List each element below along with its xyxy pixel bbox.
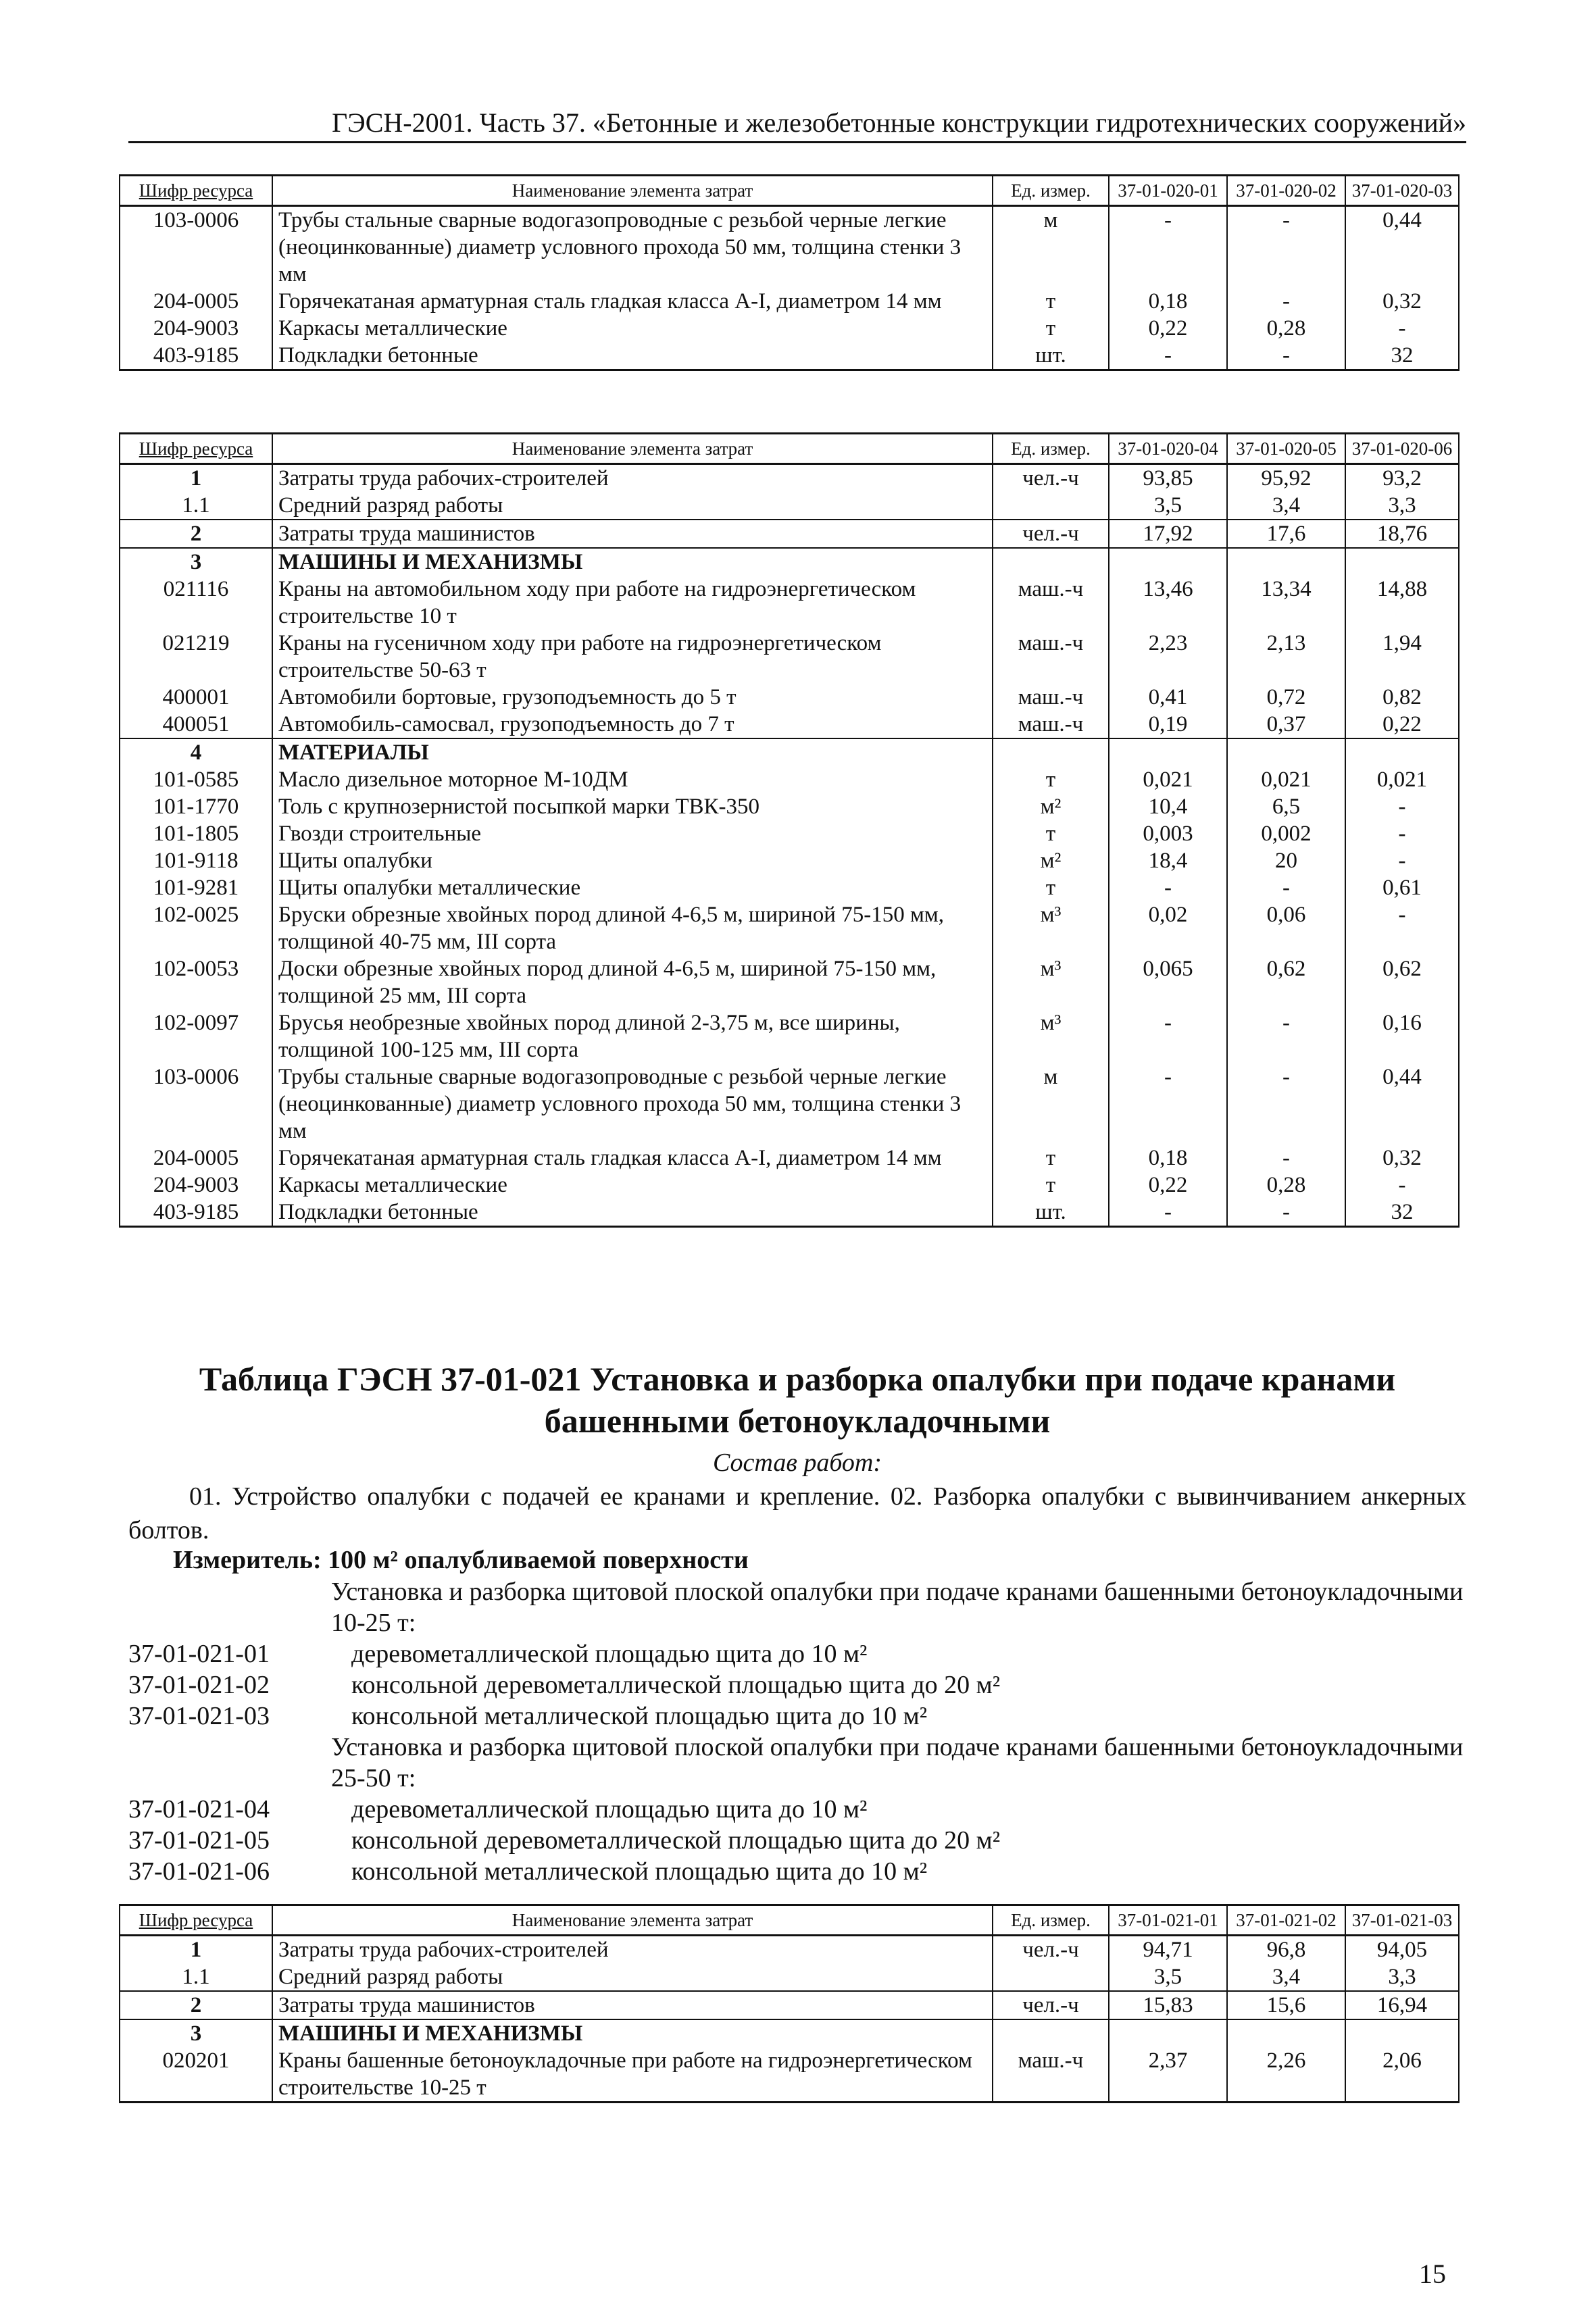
cell-value-1: 0,22 bbox=[1109, 1172, 1227, 1199]
cell-value-2: 20 bbox=[1227, 847, 1345, 874]
cell-code: 204-9003 bbox=[120, 1172, 272, 1199]
cell-value-3: 0,32 bbox=[1345, 1145, 1459, 1172]
cell-name: Щиты опалубки металлические bbox=[272, 874, 993, 901]
cell-name: МАТЕРИАЛЫ bbox=[272, 738, 993, 766]
cell-value-3: - bbox=[1345, 847, 1459, 874]
table-row bbox=[120, 206, 1459, 288]
measure-unit: Измеритель: 100 м² опалубливаемой поверхности bbox=[173, 1546, 749, 1574]
cell-name: Затраты труда машинистов bbox=[272, 520, 993, 548]
cell-value-2: 0,021 bbox=[1227, 766, 1345, 793]
cell-value-3: 18,76 bbox=[1345, 520, 1459, 548]
cell-value-2: - bbox=[1227, 288, 1345, 315]
code-row: 37-01-021-03 консольной металлической площадью щита до 10 м² bbox=[128, 1702, 928, 1730]
header-col-1: 37-01-020-04 bbox=[1109, 434, 1227, 464]
cell-value-2 bbox=[1227, 2019, 1345, 2047]
table-header-row bbox=[120, 176, 1459, 206]
cell-unit: м³ bbox=[993, 955, 1109, 1009]
cell-name: МАШИНЫ И МЕХАНИЗМЫ bbox=[272, 2019, 993, 2047]
cell-code: 102-0053 bbox=[120, 955, 272, 1009]
header-col-2: 37-01-021-02 bbox=[1227, 1905, 1345, 1936]
code-row: 37-01-021-02 консольной деревометаллической площадью щита до 20 м² bbox=[128, 1671, 1001, 1699]
cell-code: 403-9185 bbox=[120, 342, 272, 370]
table-row bbox=[120, 1963, 1459, 1991]
cell-value-1: 2,23 bbox=[1109, 630, 1227, 684]
table-row bbox=[120, 793, 1459, 820]
header-unit: Ед. измер. bbox=[993, 434, 1109, 464]
header-col-3: 37-01-021-03 bbox=[1345, 1905, 1459, 1936]
header-col-1: 37-01-020-01 bbox=[1109, 176, 1227, 206]
cell-name: Толь с крупнозернистой посыпкой марки ТВК-350 bbox=[272, 793, 993, 820]
cell-value-3: - bbox=[1345, 1172, 1459, 1199]
code-row: 37-01-021-01 деревометаллической площадью щита до 10 м² bbox=[128, 1640, 868, 1668]
cell-value-3: 94,05 bbox=[1345, 1936, 1459, 1964]
table-row bbox=[120, 548, 1459, 576]
cell-unit: т bbox=[993, 288, 1109, 315]
table-row bbox=[120, 1063, 1459, 1145]
cell-value-3: - bbox=[1345, 901, 1459, 955]
cell-code: 3 bbox=[120, 548, 272, 576]
cell-value-3: 0,16 bbox=[1345, 1009, 1459, 1063]
cell-value-1: 15,83 bbox=[1109, 1991, 1227, 2019]
header-col-3: 37-01-020-03 bbox=[1345, 176, 1459, 206]
cell-value-1: 93,85 bbox=[1109, 464, 1227, 493]
header-col-2: 37-01-020-02 bbox=[1227, 176, 1345, 206]
cell-name: Горячекатаная арматурная сталь гладкая класса А-I, диаметром 14 мм bbox=[272, 1145, 993, 1172]
table-row bbox=[120, 520, 1459, 548]
cell-code: 101-1805 bbox=[120, 820, 272, 847]
table-row bbox=[120, 315, 1459, 342]
header-name: Наименование элемента затрат bbox=[272, 176, 993, 206]
cell-value-2: - bbox=[1227, 342, 1345, 370]
table-row bbox=[120, 901, 1459, 955]
cell-value-3: 93,2 bbox=[1345, 464, 1459, 493]
cell-value-3: 2,06 bbox=[1345, 2047, 1459, 2103]
table-row bbox=[120, 1145, 1459, 1172]
group-intro: Установка и разборка щитовой плоской опалубки при подаче кранами башенными бетоноукладочными 10-25 т: bbox=[331, 1578, 1464, 1637]
cell-code: 103-0006 bbox=[120, 1063, 272, 1145]
cell-code: 102-0097 bbox=[120, 1009, 272, 1063]
cell-value-2: 15,6 bbox=[1227, 1991, 1345, 2019]
cell-unit bbox=[993, 738, 1109, 766]
cell-code: 1 bbox=[120, 464, 272, 493]
cell-name: Каркасы металлические bbox=[272, 315, 993, 342]
page-number: 15 bbox=[1419, 2259, 1446, 2289]
cell-value-1: 2,37 bbox=[1109, 2047, 1227, 2103]
table-row bbox=[120, 492, 1459, 520]
cell-value-3 bbox=[1345, 2019, 1459, 2047]
table-row bbox=[120, 630, 1459, 684]
cell-value-2: 3,4 bbox=[1227, 492, 1345, 520]
cell-value-1: 94,71 bbox=[1109, 1936, 1227, 1964]
cell-unit: м³ bbox=[993, 901, 1109, 955]
cell-unit bbox=[993, 1963, 1109, 1991]
header-code: Шифр ресурса bbox=[120, 176, 272, 206]
cell-value-2: 0,72 bbox=[1227, 684, 1345, 711]
cell-value-3: 0,32 bbox=[1345, 288, 1459, 315]
cell-code: 101-9281 bbox=[120, 874, 272, 901]
cell-value-3: 3,3 bbox=[1345, 492, 1459, 520]
cell-code: 103-0006 bbox=[120, 206, 272, 288]
cell-value-2 bbox=[1227, 548, 1345, 576]
cell-name: Автомобили бортовые, грузоподъемность до 5 т bbox=[272, 684, 993, 711]
cell-name: Затраты труда машинистов bbox=[272, 1991, 993, 2019]
cell-code: 101-1770 bbox=[120, 793, 272, 820]
cell-unit: т bbox=[993, 315, 1109, 342]
cell-code: 400051 bbox=[120, 711, 272, 738]
cell-unit: м bbox=[993, 206, 1109, 288]
cell-name: Краны башенные бетоноукладочные при работе на гидроэнергетическом строительстве 10-25 т bbox=[272, 2047, 993, 2103]
cell-code: 2 bbox=[120, 520, 272, 548]
cell-unit: м² bbox=[993, 793, 1109, 820]
cell-value-3 bbox=[1345, 548, 1459, 576]
cell-name: Краны на автомобильном ходу при работе на гидроэнергетическом строительстве 10 т bbox=[272, 576, 993, 630]
cell-name: Щиты опалубки bbox=[272, 847, 993, 874]
cell-value-3: 32 bbox=[1345, 342, 1459, 370]
cell-value-1: 0,18 bbox=[1109, 1145, 1227, 1172]
cell-name: Горячекатаная арматурная сталь гладкая класса А-I, диаметром 14 мм bbox=[272, 288, 993, 315]
cell-unit bbox=[993, 492, 1109, 520]
cell-unit: м³ bbox=[993, 1009, 1109, 1063]
cell-value-1: - bbox=[1109, 1199, 1227, 1227]
cell-value-3: 0,44 bbox=[1345, 1063, 1459, 1145]
cell-value-2: - bbox=[1227, 1145, 1345, 1172]
cell-unit: т bbox=[993, 874, 1109, 901]
cell-code: 403-9185 bbox=[120, 1199, 272, 1227]
cell-value-1: 0,22 bbox=[1109, 315, 1227, 342]
table-row bbox=[120, 2019, 1459, 2047]
cost-table-020-04-06 bbox=[119, 432, 1460, 1228]
cell-value-3: 0,61 bbox=[1345, 874, 1459, 901]
cell-code: 101-9118 bbox=[120, 847, 272, 874]
code-row: 37-01-021-04 деревометаллической площадью щита до 10 м² bbox=[128, 1795, 868, 1823]
cost-table-020-01-03 bbox=[119, 174, 1460, 371]
cell-code: 021116 bbox=[120, 576, 272, 630]
table-row bbox=[120, 2047, 1459, 2103]
cell-unit: чел.-ч bbox=[993, 520, 1109, 548]
cell-unit: шт. bbox=[993, 1199, 1109, 1227]
cell-unit: маш.-ч bbox=[993, 576, 1109, 630]
cell-value-3: 0,22 bbox=[1345, 711, 1459, 738]
table-row bbox=[120, 874, 1459, 901]
cell-value-2: 96,8 bbox=[1227, 1936, 1345, 1964]
code-row: 37-01-021-06 консольной металлической площадью щита до 10 м² bbox=[128, 1857, 928, 1886]
cell-name: МАШИНЫ И МЕХАНИЗМЫ bbox=[272, 548, 993, 576]
cell-value-2: 0,28 bbox=[1227, 315, 1345, 342]
cell-value-3: - bbox=[1345, 793, 1459, 820]
cell-unit bbox=[993, 548, 1109, 576]
cell-unit: чел.-ч bbox=[993, 464, 1109, 493]
cell-value-3: 32 bbox=[1345, 1199, 1459, 1227]
table-row bbox=[120, 738, 1459, 766]
cell-unit: т bbox=[993, 820, 1109, 847]
composition-text: 01. Устройство опалубки с подачей ее кранами и крепление. 02. Разборка опалубки с вывинчиванием анкерных болтов. bbox=[128, 1482, 1466, 1544]
table-row bbox=[120, 955, 1459, 1009]
cell-value-1: - bbox=[1109, 206, 1227, 288]
table-row bbox=[120, 1936, 1459, 1964]
cell-name: Краны на гусеничном ходу при работе на гидроэнергетическом строительстве 50-63 т bbox=[272, 630, 993, 684]
cell-value-2: 95,92 bbox=[1227, 464, 1345, 493]
header-name: Наименование элемента затрат bbox=[272, 1905, 993, 1936]
cell-value-2: - bbox=[1227, 1063, 1345, 1145]
cell-value-1: 0,003 bbox=[1109, 820, 1227, 847]
table-header-row bbox=[120, 434, 1459, 464]
cell-name: Автомобиль-самосвал, грузоподъемность до 7 т bbox=[272, 711, 993, 738]
cell-name: Подкладки бетонные bbox=[272, 1199, 993, 1227]
cell-value-3: - bbox=[1345, 820, 1459, 847]
cell-value-2: 6,5 bbox=[1227, 793, 1345, 820]
cell-unit: т bbox=[993, 766, 1109, 793]
code-row: 37-01-021-05 консольной деревометаллической площадью щита до 20 м² bbox=[128, 1826, 1001, 1855]
cell-code: 204-0005 bbox=[120, 1145, 272, 1172]
cell-unit: маш.-ч bbox=[993, 630, 1109, 684]
cell-value-2: - bbox=[1227, 1009, 1345, 1063]
cell-value-2: 0,06 bbox=[1227, 901, 1345, 955]
cell-value-1: 0,02 bbox=[1109, 901, 1227, 955]
cell-unit: чел.-ч bbox=[993, 1936, 1109, 1964]
cell-name: Бруски обрезные хвойных пород длиной 4-6,5 м, шириной 75-150 мм, толщиной 40-75 мм, III сорта bbox=[272, 901, 993, 955]
cell-value-2: 2,13 bbox=[1227, 630, 1345, 684]
cell-value-1 bbox=[1109, 738, 1227, 766]
cell-unit: маш.-ч bbox=[993, 711, 1109, 738]
cell-value-2 bbox=[1227, 738, 1345, 766]
cell-name: Трубы стальные сварные водогазопроводные с резьбой черные легкие (неоцинкованные) диаметр условного прохода 50 мм, толщина стенки 3 мм bbox=[272, 1063, 993, 1145]
cell-value-1: 17,92 bbox=[1109, 520, 1227, 548]
cell-name: Затраты труда рабочих-строителей bbox=[272, 464, 993, 493]
table-row bbox=[120, 576, 1459, 630]
cell-code: 020201 bbox=[120, 2047, 272, 2103]
cell-unit: м bbox=[993, 1063, 1109, 1145]
cell-value-1: - bbox=[1109, 874, 1227, 901]
table-row bbox=[120, 820, 1459, 847]
cell-code: 2 bbox=[120, 1991, 272, 2019]
header-unit: Ед. измер. bbox=[993, 176, 1109, 206]
cell-value-1: - bbox=[1109, 1063, 1227, 1145]
cell-value-3: 1,94 bbox=[1345, 630, 1459, 684]
code-list-group-1 bbox=[128, 1576, 1466, 1732]
cell-name: Масло дизельное моторное М-10ДМ bbox=[272, 766, 993, 793]
cell-unit: маш.-ч bbox=[993, 2047, 1109, 2103]
table-row bbox=[120, 342, 1459, 370]
cell-value-1: 18,4 bbox=[1109, 847, 1227, 874]
cell-value-1 bbox=[1109, 2019, 1227, 2047]
cell-unit bbox=[993, 2019, 1109, 2047]
cell-code: 204-9003 bbox=[120, 315, 272, 342]
cell-unit: маш.-ч bbox=[993, 684, 1109, 711]
table-title: Таблица ГЭСН 37-01-021 Установка и разборка опалубки при подаче кранами башенными бетоноукладочными bbox=[199, 1360, 1396, 1440]
cell-value-3: 3,3 bbox=[1345, 1963, 1459, 1991]
cell-value-3: 0,021 bbox=[1345, 766, 1459, 793]
cell-name: Средний разряд работы bbox=[272, 492, 993, 520]
cell-value-3: 16,94 bbox=[1345, 1991, 1459, 2019]
cell-value-2: 0,28 bbox=[1227, 1172, 1345, 1199]
cell-code: 204-0005 bbox=[120, 288, 272, 315]
cell-name: Средний разряд работы bbox=[272, 1963, 993, 1991]
cost-table-021-01-03 bbox=[119, 1904, 1460, 2103]
table-row bbox=[120, 766, 1459, 793]
cell-value-2: 2,26 bbox=[1227, 2047, 1345, 2103]
composition-title: Состав работ: bbox=[712, 1449, 882, 1477]
header-col-2: 37-01-020-05 bbox=[1227, 434, 1345, 464]
cell-value-3: - bbox=[1345, 315, 1459, 342]
cell-code: 3 bbox=[120, 2019, 272, 2047]
header-col-3: 37-01-020-06 bbox=[1345, 434, 1459, 464]
table-row bbox=[120, 1199, 1459, 1227]
cell-value-2: - bbox=[1227, 874, 1345, 901]
cell-value-2: - bbox=[1227, 1199, 1345, 1227]
table-row bbox=[120, 288, 1459, 315]
cell-value-2: 13,34 bbox=[1227, 576, 1345, 630]
cell-name: Подкладки бетонные bbox=[272, 342, 993, 370]
group-intro: Установка и разборка щитовой плоской опалубки при подаче кранами башенными бетоноукладочными 25-50 т: bbox=[331, 1733, 1464, 1792]
cell-code: 021219 bbox=[120, 630, 272, 684]
header-name: Наименование элемента затрат bbox=[272, 434, 993, 464]
cell-value-1: 0,065 bbox=[1109, 955, 1227, 1009]
header-col-1: 37-01-021-01 bbox=[1109, 1905, 1227, 1936]
cell-unit: м² bbox=[993, 847, 1109, 874]
cell-name: Гвозди строительные bbox=[272, 820, 993, 847]
cell-unit: чел.-ч bbox=[993, 1991, 1109, 2019]
cell-value-1: - bbox=[1109, 342, 1227, 370]
header-code: Шифр ресурса bbox=[120, 434, 272, 464]
cell-code: 101-0585 bbox=[120, 766, 272, 793]
cell-value-3: 14,88 bbox=[1345, 576, 1459, 630]
code-list-group-2 bbox=[128, 1732, 1466, 1887]
cell-value-3: 0,44 bbox=[1345, 206, 1459, 288]
header-code: Шифр ресурса bbox=[120, 1905, 272, 1936]
cell-value-2: - bbox=[1227, 206, 1345, 288]
cell-unit: т bbox=[993, 1172, 1109, 1199]
cell-code: 1.1 bbox=[120, 1963, 272, 1991]
cell-value-3: 0,82 bbox=[1345, 684, 1459, 711]
cell-value-3 bbox=[1345, 738, 1459, 766]
header-unit: Ед. измер. bbox=[993, 1905, 1109, 1936]
cell-value-2: 0,37 bbox=[1227, 711, 1345, 738]
cell-code: 1 bbox=[120, 1936, 272, 1964]
cell-value-1 bbox=[1109, 548, 1227, 576]
cell-value-1: 0,41 bbox=[1109, 684, 1227, 711]
cell-value-1: - bbox=[1109, 1009, 1227, 1063]
cell-value-1: 0,18 bbox=[1109, 288, 1227, 315]
cell-value-1: 0,021 bbox=[1109, 766, 1227, 793]
cell-name: Затраты труда рабочих-строителей bbox=[272, 1936, 993, 1964]
table-row bbox=[120, 1009, 1459, 1063]
cell-value-2: 17,6 bbox=[1227, 520, 1345, 548]
cell-unit: т bbox=[993, 1145, 1109, 1172]
cell-name: Брусья необрезные хвойных пород длиной 2-3,75 м, все ширины, толщиной 100-125 мм, III сорта bbox=[272, 1009, 993, 1063]
cell-code: 4 bbox=[120, 738, 272, 766]
table-row bbox=[120, 847, 1459, 874]
cell-code: 1.1 bbox=[120, 492, 272, 520]
table-row bbox=[120, 684, 1459, 711]
cell-name: Доски обрезные хвойных пород длиной 4-6,5 м, шириной 75-150 мм, толщиной 25 мм, III сорта bbox=[272, 955, 993, 1009]
cell-name: Трубы стальные сварные водогазопроводные с резьбой черные легкие (неоцинкованные) диаметр условного прохода 50 мм, толщина стенки 3 мм bbox=[272, 206, 993, 288]
cell-value-1: 13,46 bbox=[1109, 576, 1227, 630]
cell-value-1: 3,5 bbox=[1109, 1963, 1227, 1991]
cell-value-1: 0,19 bbox=[1109, 711, 1227, 738]
cell-code: 400001 bbox=[120, 684, 272, 711]
cell-code: 102-0025 bbox=[120, 901, 272, 955]
cell-value-2: 3,4 bbox=[1227, 1963, 1345, 1991]
table-row bbox=[120, 464, 1459, 493]
table-row bbox=[120, 1172, 1459, 1199]
table-row bbox=[120, 711, 1459, 738]
cell-value-3: 0,62 bbox=[1345, 955, 1459, 1009]
cell-value-2: 0,002 bbox=[1227, 820, 1345, 847]
cell-value-2: 0,62 bbox=[1227, 955, 1345, 1009]
cell-name: Каркасы металлические bbox=[272, 1172, 993, 1199]
running-head: ГЭСН-2001. Часть 37. «Бетонные и железобетонные конструкции гидротехнических сооружений» bbox=[128, 107, 1466, 143]
cell-value-1: 10,4 bbox=[1109, 793, 1227, 820]
table-row bbox=[120, 1991, 1459, 2019]
table-header-row bbox=[120, 1905, 1459, 1936]
cell-value-1: 3,5 bbox=[1109, 492, 1227, 520]
cell-unit: шт. bbox=[993, 342, 1109, 370]
